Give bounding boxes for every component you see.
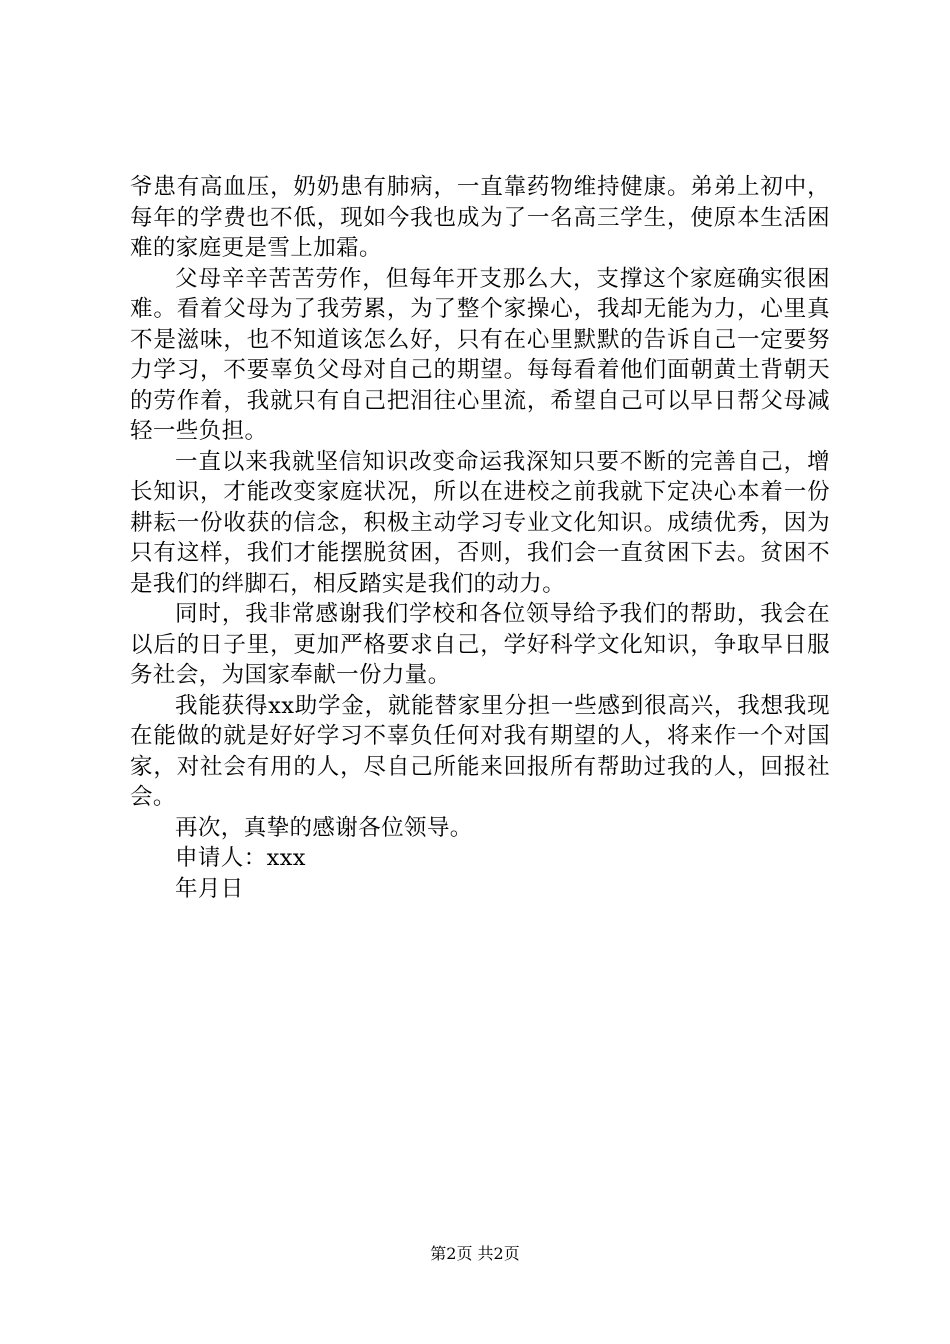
paragraph-knowledge-destiny: 一直以来我就坚信知识改变命运我深知只要不断的完善自己，增长知识，才能改变家庭状况，所以在进校之前我就下定决心本着一份耕耘一份收获的信念，积极主动学习专业文化知识。成绩优秀，因为只有这样，我们才能摆脱贫困，否则，我们会一直贫困下去。贫困不是我们的绊脚石，相反踏实是我们的动力。 <box>130 448 830 597</box>
paragraph-scholarship: 我能获得xx助学金，就能替家里分担一些感到很高兴，我想我现在能做的就是好好学习不辜负任何对我有期望的人，将来作一个对国家，对社会有用的人，尽自己所能来回报所有帮助过我的人，回报社会。 <box>130 692 830 810</box>
paragraph-family-health: 爷患有高血压，奶奶患有肺病，一直靠药物维持健康。弟弟上初中，每年的学费也不低，现如今我也成为了一名高三学生，使原本生活困难的家庭更是雪上加霜。 <box>130 174 830 261</box>
paragraph-parents-labor: 父母辛辛苦苦劳作，但每年开支那么大，支撑这个家庭确实很困难。看着父母为了我劳累，为了整个家操心，我却无能为力，心里真不是滋味，也不知道该怎么好，只有在心里默默的告诉自己一定要努力学习，不要辜负父母对自己的期望。每每看着他们面朝黄土背朝天的劳作着，我就只有自己把泪往心里流，希望自己可以早日帮父母减轻一些负担。 <box>130 265 830 444</box>
page-number-footer: 第2页 共2页 <box>430 1244 520 1263</box>
closing-line: 再次，真挚的感谢各位领导。 <box>175 814 473 841</box>
letter-body <box>130 172 830 904</box>
paragraph-gratitude-school: 同时，我非常感谢我们学校和各位领导给予我们的帮助，我会在以后的日子里，更加严格要求自己，学好科学文化知识，争取早日服务社会，为国家奉献一份力量。 <box>130 601 830 688</box>
applicant-signature: 申请人：xxx <box>175 845 306 871</box>
date-line: 年月日 <box>175 875 244 902</box>
